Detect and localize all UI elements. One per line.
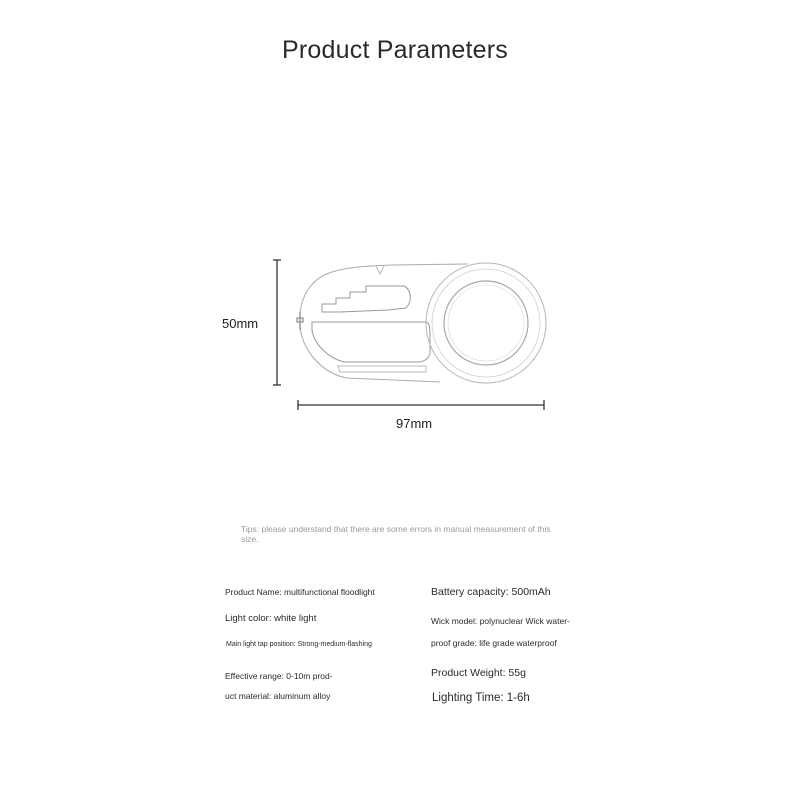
spec-lighting-time: Lighting Time: 1-6h (432, 692, 530, 704)
spec-material: uct material: aluminum alloy (225, 691, 331, 701)
spec-product-weight: Product Weight: 55g (431, 667, 526, 679)
spec-effective-range: Effective range: 0-10m prod- (225, 671, 333, 681)
spec-battery-capacity: Battery capacity: 500mAh (431, 586, 551, 598)
page-title: Product Parameters (282, 36, 508, 64)
spec-product-name: Product Name: multifunctional floodlight (225, 587, 375, 597)
height-dimension-line (273, 260, 281, 385)
width-dimension-line (298, 400, 544, 410)
spec-wick-model: Wick model: polynuclear Wick water- (431, 616, 570, 626)
spec-main-light-tap: Main light tap position: Strong-medium-flashing (226, 641, 372, 648)
spec-waterproof-grade: proof grade: life grade waterproof (431, 638, 557, 648)
width-dimension-label: 97mm (396, 416, 433, 431)
measurement-tips: Tips: please understand that there are some errors in manual measurement of this size. (241, 524, 551, 544)
lamp-head (426, 263, 546, 383)
spec-light-color: Light color: white light (225, 613, 317, 624)
height-dimension-label: 50mm (222, 316, 259, 331)
